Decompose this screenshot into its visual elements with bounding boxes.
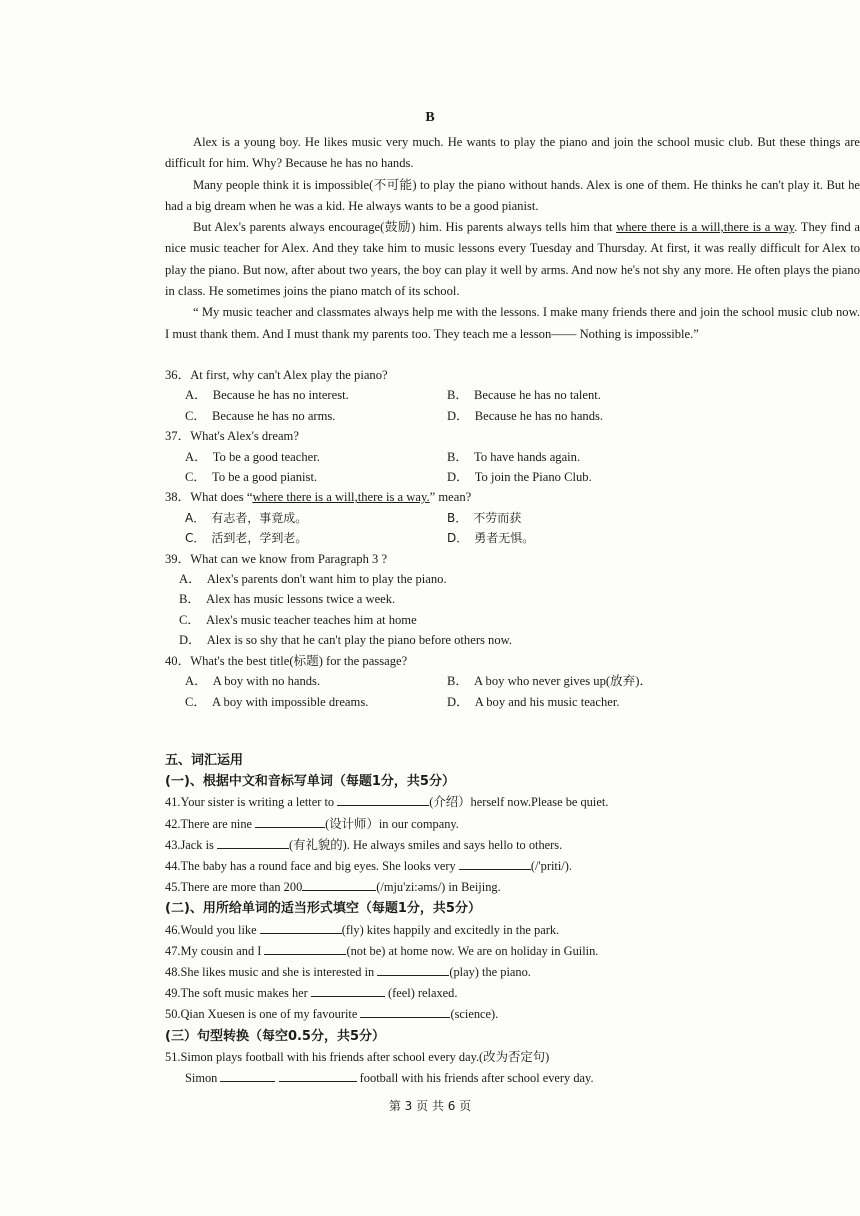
option-b[interactable] bbox=[179, 589, 855, 609]
reading-passage bbox=[165, 132, 860, 345]
underlined-proverb: where there is a will,there is a way bbox=[616, 220, 795, 235]
option-text: Because he has no arms. bbox=[212, 408, 336, 423]
item-42 bbox=[165, 814, 855, 835]
option-d[interactable] bbox=[447, 528, 747, 548]
option-letter: C． bbox=[179, 612, 200, 627]
answer-blank[interactable] bbox=[264, 942, 346, 955]
option-d[interactable] bbox=[179, 630, 855, 650]
item-text-pre: 47.My cousin and I bbox=[165, 943, 265, 958]
option-text: To be a good pianist. bbox=[212, 470, 318, 485]
option-text: 不劳而获 bbox=[473, 510, 522, 525]
item-text-pre: 44.The baby has a round face and big eyes. She looks very bbox=[165, 859, 459, 874]
option-letter: C． bbox=[185, 694, 206, 709]
option-a[interactable] bbox=[185, 447, 447, 467]
item-text-pre: 45.There are more than 200 bbox=[165, 880, 303, 895]
answer-blank[interactable] bbox=[217, 836, 289, 849]
answer-blank[interactable] bbox=[260, 921, 342, 934]
item-text-post: (feel) relaxed. bbox=[384, 986, 458, 1001]
option-b[interactable] bbox=[447, 385, 747, 405]
option-letter: C． bbox=[185, 531, 206, 546]
question-text: 40．What's the best title(标题) for the passage? bbox=[165, 653, 408, 668]
item-text-post: (play) the piano. bbox=[449, 965, 531, 980]
option-text: Because he has no hands. bbox=[474, 408, 604, 423]
item-text-pre: Simon bbox=[185, 1071, 221, 1086]
item-text-pre: 46.Would you like bbox=[165, 922, 260, 937]
item-text-pre: 50.Qian Xuesen is one of my favourite bbox=[165, 1007, 361, 1022]
item-text-pre: 42.There are nine bbox=[165, 816, 256, 831]
option-d[interactable] bbox=[447, 692, 747, 712]
option-text: 有志者，事竟成。 bbox=[211, 510, 308, 525]
option-letter: D． bbox=[179, 633, 201, 648]
option-a[interactable] bbox=[185, 508, 447, 528]
question-39 bbox=[165, 549, 855, 651]
question-38 bbox=[165, 487, 855, 548]
question-text: 39．What can we know from Paragraph 3 ? bbox=[165, 551, 388, 566]
section-b-heading: B bbox=[425, 110, 435, 125]
option-letter: B． bbox=[447, 449, 468, 464]
item-text-pre: 48.She likes music and she is interested in bbox=[165, 965, 378, 980]
option-letter: C． bbox=[185, 470, 206, 485]
option-letter: A． bbox=[185, 674, 207, 689]
item-47 bbox=[165, 941, 855, 962]
answer-blank[interactable] bbox=[459, 857, 531, 870]
option-c[interactable] bbox=[185, 692, 447, 712]
option-letter: A． bbox=[185, 388, 207, 403]
item-49 bbox=[165, 983, 855, 1004]
option-text: To be a good teacher. bbox=[212, 449, 320, 464]
answer-blank[interactable] bbox=[220, 1069, 275, 1082]
part-1-title: (一)、根据中文和音标写单词（每题1分，共5分） bbox=[165, 774, 455, 790]
option-letter: D． bbox=[447, 408, 469, 423]
paragraph-4: “ My music teacher and classmates always help me with the lessons. I make many friends there and join the school music club now. I must thank them. And I must thank my parents too. They teach me a lesson—— Nothing is impossible.” bbox=[165, 305, 860, 341]
item-51: 51.Simon plays football with his friends after school every day.(改为否定句) bbox=[165, 1049, 550, 1064]
paragraph-3-text-b: . They find a nice music teacher for Alex. And they take him to music lessons every Tuesday and Thursday. At first, it was really difficult for Alex to play the piano. But now, after about two years, the boy can play it well by arms. And now he's not shy any more. He often plays the piano in class. He sometimes joins the piano match of its school. bbox=[165, 220, 860, 299]
option-text: Alex is so shy that he can't play the piano before others now. bbox=[206, 633, 513, 648]
option-text: To join the Piano Club. bbox=[474, 470, 592, 485]
option-text: Alex's parents don't want him to play the piano. bbox=[206, 572, 447, 587]
option-letter: D． bbox=[447, 531, 469, 546]
item-text-pre: 49.The soft music makes her bbox=[165, 986, 311, 1001]
item-text-post: (not be) at home now. We are on holiday in Guilin. bbox=[346, 943, 599, 958]
option-d[interactable] bbox=[447, 406, 747, 426]
item-text-post: football with his friends after school every day. bbox=[356, 1071, 594, 1086]
answer-blank[interactable] bbox=[377, 963, 449, 976]
option-text: 活到老，学到老。 bbox=[211, 531, 308, 546]
question-text-b: ” mean? bbox=[429, 490, 472, 505]
item-41 bbox=[165, 792, 855, 813]
question-text-a: 38．What does “ bbox=[165, 490, 253, 505]
answer-blank[interactable] bbox=[279, 1069, 357, 1082]
option-b[interactable] bbox=[447, 447, 747, 467]
item-43 bbox=[165, 835, 855, 856]
option-text: A boy with no hands. bbox=[212, 674, 321, 689]
option-a[interactable] bbox=[179, 569, 855, 589]
part-2-title: (二)、用所给单词的适当形式填空（每题1分，共5分） bbox=[165, 901, 481, 917]
option-c[interactable] bbox=[185, 528, 447, 548]
option-text: A boy who never gives up(放弃)． bbox=[474, 674, 653, 689]
item-46 bbox=[165, 920, 855, 941]
option-text: A boy with impossible dreams. bbox=[212, 694, 369, 709]
option-text: Because he has no talent. bbox=[474, 388, 601, 403]
option-letter: B． bbox=[179, 592, 200, 607]
question-37 bbox=[165, 426, 855, 487]
item-text-post: (/mju'zi:əms/) in Beijing. bbox=[376, 880, 501, 895]
part-3-title: (三）句型转换（每空0.5分，共5分） bbox=[165, 1028, 386, 1044]
option-d[interactable] bbox=[447, 467, 747, 487]
option-c[interactable] bbox=[179, 610, 855, 630]
item-44 bbox=[165, 856, 855, 877]
option-letter: A． bbox=[179, 572, 201, 587]
option-letter: A． bbox=[185, 510, 206, 525]
option-a[interactable] bbox=[185, 671, 447, 691]
item-text-post: (fly) kites happily and excitedly in the park. bbox=[341, 922, 560, 937]
answer-blank[interactable] bbox=[311, 984, 385, 997]
option-text: Alex has music lessons twice a week. bbox=[206, 592, 396, 607]
option-letter: B． bbox=[447, 388, 468, 403]
vocabulary-section bbox=[165, 750, 855, 1089]
option-c[interactable] bbox=[185, 406, 447, 426]
item-text-post: (/'priti/). bbox=[530, 859, 572, 874]
item-text-post: (有礼貌的). He always smiles and says hello to others. bbox=[288, 837, 563, 852]
option-letter: B． bbox=[447, 674, 468, 689]
question-text bbox=[165, 487, 855, 507]
question-40 bbox=[165, 651, 855, 712]
option-letter: B． bbox=[447, 510, 468, 525]
option-letter: A． bbox=[185, 449, 207, 464]
option-letter: C． bbox=[185, 408, 206, 423]
option-c[interactable] bbox=[185, 467, 447, 487]
paragraph-1: Alex is a young boy. He likes music very much. He wants to play the piano and join the school music club. But these things are difficult for him. Why? Because he has no hands. bbox=[165, 135, 860, 171]
option-a[interactable] bbox=[185, 385, 447, 405]
item-text-post: (science). bbox=[450, 1007, 499, 1022]
reading-questions bbox=[165, 365, 855, 712]
paragraph-2: Many people think it is impossible(不可能) to play the piano without hands. Alex is one of them. He thinks he can't play it. But he had a big dream when he was a kid. He always wants to be a good pianist. bbox=[165, 177, 860, 213]
paragraph-3-text-a: But Alex's parents always encourage(鼓励) him. His parents always tells him that bbox=[193, 220, 617, 235]
answer-blank[interactable] bbox=[255, 815, 325, 828]
option-b[interactable] bbox=[447, 671, 747, 691]
option-letter: D． bbox=[447, 694, 469, 709]
answer-blank[interactable] bbox=[302, 878, 376, 891]
question-text: 37．What's Alex's dream? bbox=[165, 429, 299, 444]
item-48 bbox=[165, 962, 855, 983]
item-text-pre: 43.Jack is bbox=[165, 837, 217, 852]
option-text: Because he has no interest. bbox=[212, 388, 349, 403]
item-50 bbox=[165, 1004, 855, 1025]
option-letter: D． bbox=[447, 470, 469, 485]
answer-blank[interactable] bbox=[360, 1005, 450, 1018]
question-text: 36．At first, why can't Alex play the piano? bbox=[165, 368, 388, 382]
option-text: To have hands again. bbox=[474, 449, 581, 464]
item-text-pre: 41.Your sister is writing a letter to bbox=[165, 795, 338, 810]
underlined-proverb: where there is a will,there is a way. bbox=[252, 490, 430, 505]
question-36 bbox=[165, 365, 855, 426]
paragraph-3 bbox=[165, 217, 860, 302]
option-text: Alex's music teacher teaches him at home bbox=[206, 612, 417, 627]
option-b[interactable] bbox=[447, 508, 747, 528]
item-text-post: (介绍）herself now.Please be quiet. bbox=[429, 795, 609, 810]
option-text: A boy and his music teacher. bbox=[474, 694, 620, 709]
item-51-answer-line bbox=[185, 1068, 855, 1089]
item-text-post: (设计师）in our company. bbox=[325, 816, 459, 831]
answer-blank[interactable] bbox=[337, 793, 429, 806]
page-number: 第 3 页 共 6 页 bbox=[388, 1099, 472, 1113]
option-text: 勇者无惧。 bbox=[474, 531, 535, 546]
section-5-title: 五、词汇运用 bbox=[165, 753, 244, 768]
item-45 bbox=[165, 877, 855, 898]
